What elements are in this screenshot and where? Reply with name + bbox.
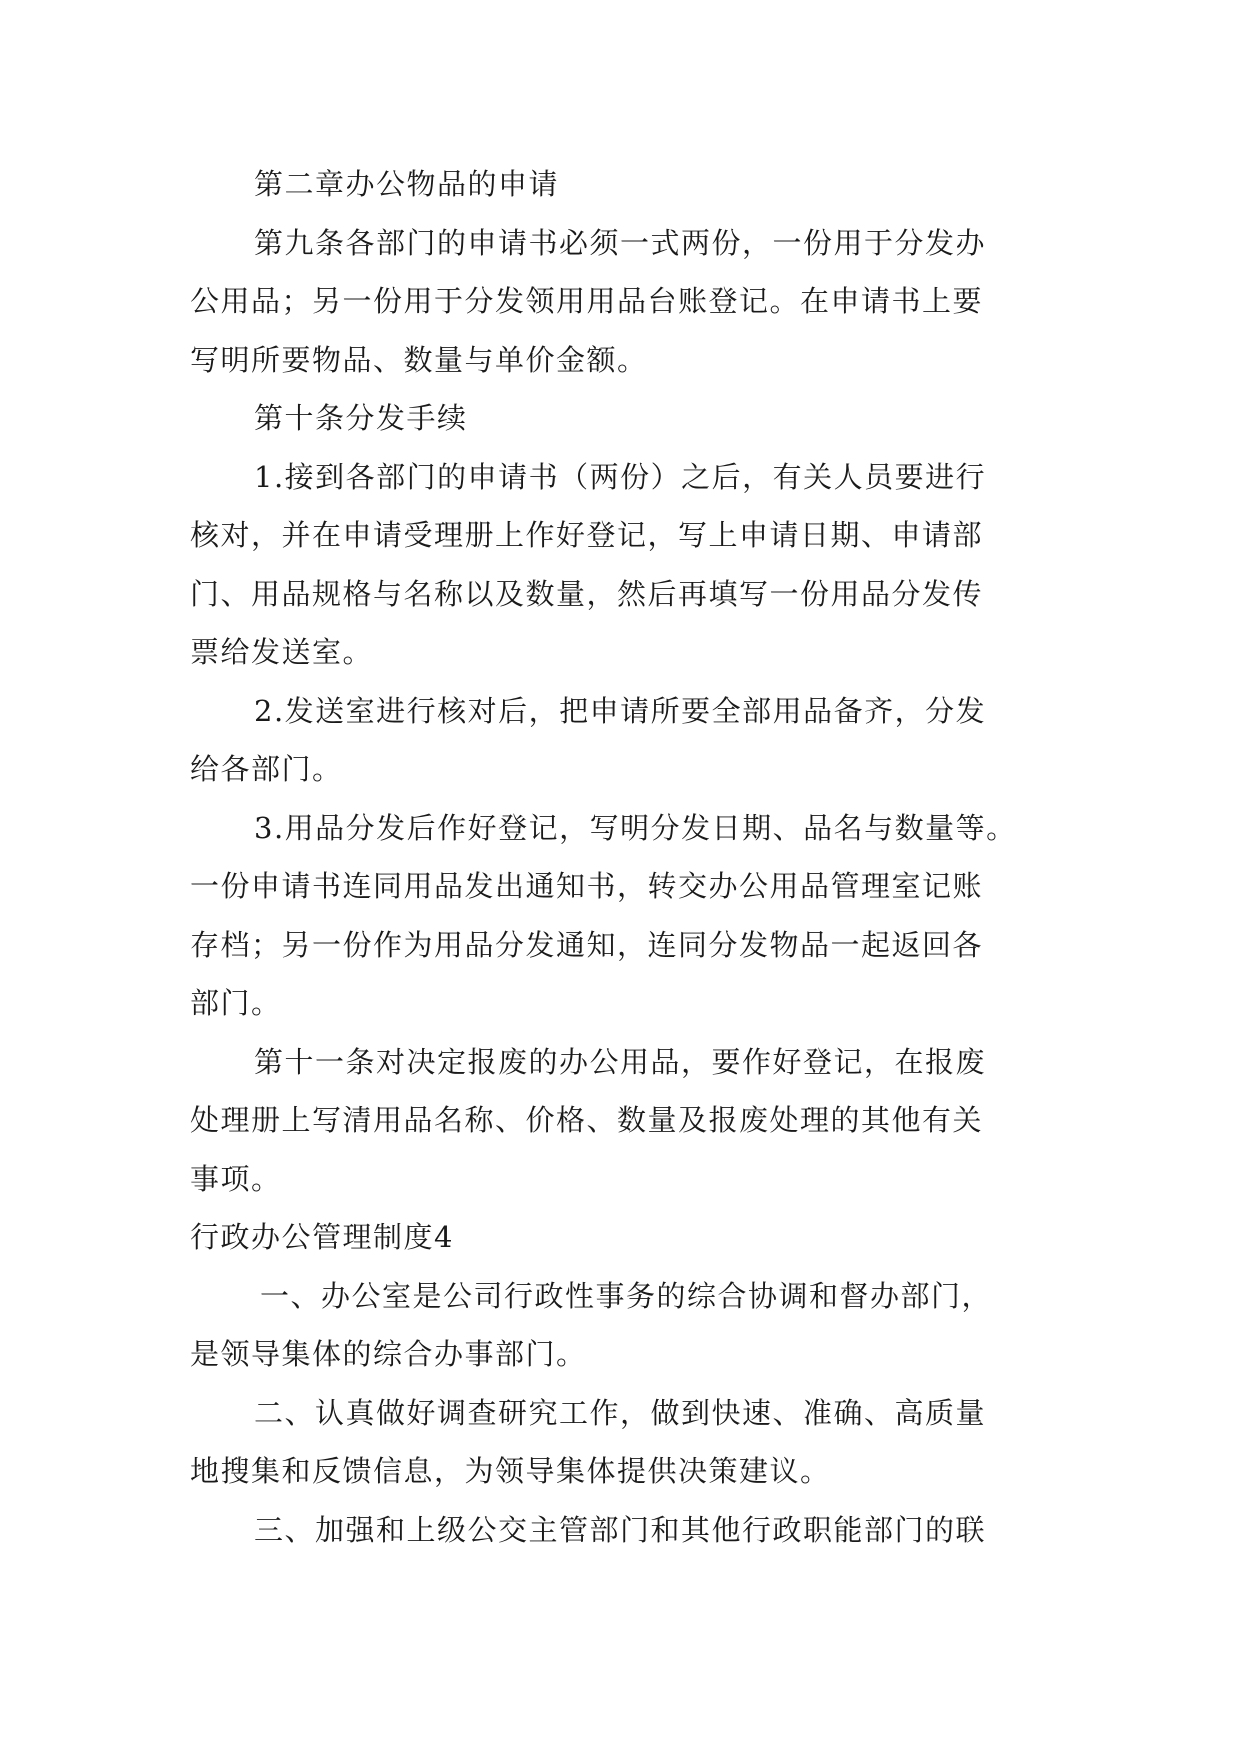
paragraph-line: 写明所要物品、数量与单价金额。	[190, 342, 648, 377]
paragraph-line: 1.接到各部门的申请书（两份）之后，有关人员要进行	[254, 459, 987, 494]
section-title: 行政办公管理制度4	[190, 1220, 454, 1254]
paragraph-line: 一份申请书连同用品发出通知书，转交办公用品管理室记账	[190, 869, 984, 903]
paragraph-line: 核对，并在申请受理册上作好登记，写上申请日期、申请部	[190, 518, 984, 552]
paragraph-line: 票给发送室。	[190, 635, 374, 669]
paragraph-line: 2.发送室进行核对后，把申请所要全部用品备齐，分发	[254, 693, 987, 728]
paragraph-line: 地搜集和反馈信息，为领导集体提供决策建议。	[190, 1454, 831, 1488]
paragraph-line: 第十一条对决定报废的办公用品，要作好登记，在报废	[254, 1044, 987, 1079]
paragraph-line: 第九条各部门的申请书必须一式两份，一份用于分发办	[254, 225, 987, 260]
paragraph-line: 3.用品分发后作好登记，写明分发日期、品名与数量等。	[254, 810, 1017, 845]
article-heading: 第十条分发手续	[254, 401, 468, 435]
paragraph-line: 公用品；另一份用于分发领用用品台账登记。在申请书上要	[190, 284, 984, 318]
paragraph-line: 处理册上写清用品名称、价格、数量及报废处理的其他有关	[190, 1103, 984, 1137]
paragraph-line: 事项。	[190, 1161, 282, 1196]
paragraph-line: 二、认真做好调查研究工作，做到快速、准确、高质量	[254, 1395, 987, 1430]
paragraph-line: 部门。	[190, 986, 282, 1020]
paragraph-line: 一、办公室是公司行政性事务的综合协调和督办部门，	[260, 1278, 993, 1313]
chapter-heading: 第二章办公物品的申请	[254, 167, 560, 201]
paragraph-line: 存档；另一份作为用品分发通知，连同分发物品一起返回各	[190, 927, 984, 962]
paragraph-line: 门、用品规格与名称以及数量，然后再填写一份用品分发传	[190, 576, 984, 611]
paragraph-line: 是领导集体的综合办事部门。	[190, 1337, 587, 1371]
paragraph-line: 给各部门。	[190, 752, 343, 786]
document-body	[190, 155, 1060, 1559]
paragraph-line: 三、加强和上级公交主管部门和其他行政职能部门的联	[254, 1512, 987, 1547]
